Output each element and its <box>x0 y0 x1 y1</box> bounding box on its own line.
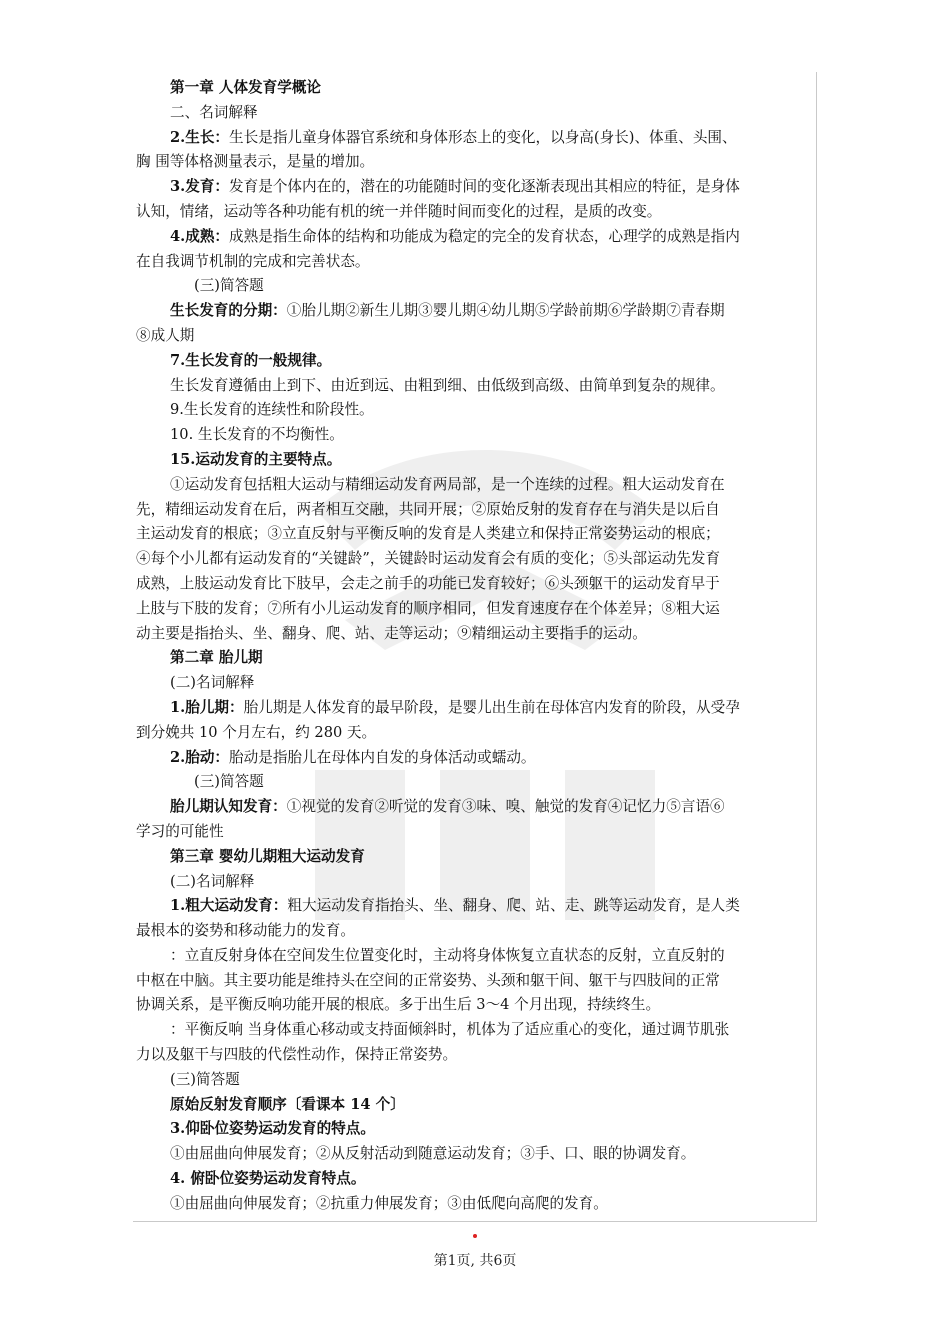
text-line <box>136 820 818 845</box>
term-label: 4.成熟： <box>170 227 230 245</box>
line-text: 生长是指儿童身体器官系统和身体形态上的变化，以身高(身长)、体重、头围、 <box>229 128 737 146</box>
line-text: ①由屈曲向伸展发育；②抗重力伸展发育；③由低爬向高爬的发育。 <box>170 1194 608 1212</box>
text-line <box>136 448 818 473</box>
line-text: 学习的可能性 <box>136 822 224 840</box>
text-line <box>136 101 818 126</box>
text-line <box>136 349 818 374</box>
text-line <box>136 1018 818 1043</box>
line-text: 胎儿期是人体发育的最早阶段，是婴儿出生前在母体宫内发育的阶段，从受孕 <box>243 698 740 716</box>
line-text: 10. 生长发育的不均衡性。 <box>170 426 344 444</box>
text-line <box>136 522 818 547</box>
line-text: ①由屈曲向伸展发育；②从反射活动到随意运动发育；③手、口、眼的协调发育。 <box>170 1145 696 1163</box>
text-line <box>136 374 818 399</box>
text-line <box>136 671 818 696</box>
text-line <box>136 1142 818 1167</box>
line-text: 9.生长发育的连续性和阶段性。 <box>170 401 374 419</box>
line-text: 第一章 人体发育学概论 <box>170 79 322 96</box>
line-text: 3.仰卧位姿势运动发育的特点。 <box>170 1120 375 1138</box>
line-text: 胸 围等体格测量表示，是量的增加。 <box>136 153 375 171</box>
text-line <box>136 1043 818 1068</box>
page-marker-dot <box>473 1234 477 1238</box>
line-text: 15.运动发育的主要特点。 <box>170 450 342 468</box>
line-text: 先，精细运动发育在后，两者相互交融，共同开展；②原始反射的发育存在与消失是以后自 <box>136 500 720 518</box>
line-text: (三)简答题 <box>194 773 264 791</box>
line-text: 发育是个体内在的，潜在的功能随时间的变化逐渐表现出其相应的特征，是身体 <box>229 178 740 196</box>
text-line <box>136 597 818 622</box>
line-text: (三)简答题 <box>194 277 264 295</box>
term-label: 1.胎儿期： <box>170 698 244 716</box>
text-line <box>136 324 818 349</box>
text-line <box>136 250 818 275</box>
line-text: 7.生长发育的一般规律。 <box>170 351 332 369</box>
line-text: (二)名词解释 <box>170 674 255 692</box>
text-line <box>136 646 818 671</box>
text-line <box>136 721 818 746</box>
line-text: ⑧成人期 <box>136 326 195 344</box>
text-line <box>136 274 818 299</box>
line-text: 力以及躯干与四肢的代偿性动作，保持正常姿势。 <box>136 1046 458 1064</box>
term-label: 生长发育的分期： <box>170 302 287 320</box>
page-bottom-border <box>133 1221 817 1222</box>
line-text: 胎动是指胎儿在母体内自发的身体活动或蠕动。 <box>229 748 536 766</box>
term-label: 1.粗大运动发育： <box>170 897 288 915</box>
line-text: 4. 俯卧位姿势运动发育特点。 <box>170 1170 366 1188</box>
line-text: (二)名词解释 <box>170 872 255 890</box>
line-text: 原始反射发育顺序〔看课本 14 个〕 <box>170 1095 405 1113</box>
line-text: 在自我调节机制的完成和完善状态。 <box>136 252 370 270</box>
term-label: 胎儿期认知发育： <box>170 798 287 816</box>
document-body <box>136 76 818 1217</box>
text-line <box>136 498 818 523</box>
line-text: 中枢在中脑。其主要功能是维持头在空间的正常姿势、头颈和躯干间、躯干与四肢间的正常 <box>136 971 720 989</box>
text-line <box>136 150 818 175</box>
text-line <box>136 423 818 448</box>
line-text: ：立直反射身体在空间发生位置变化时，主动将身体恢复立直状态的反射，立直反射的 <box>170 946 725 964</box>
line-text: 到分娩共 10 个月左右，约 280 天。 <box>136 723 377 741</box>
text-line <box>136 76 818 101</box>
line-text: 第三章 婴幼儿期粗大运动发育 <box>170 847 365 865</box>
text-line <box>136 1192 818 1217</box>
line-text: 生长发育遵循由上到下、由近到远、由粗到细、由低级到高级、由简单到复杂的规律。 <box>170 376 725 394</box>
line-text: ①运动发育包括粗大运动与精细运动发育两局部，是一个连续的过程。粗大运动发育在 <box>170 475 725 493</box>
line-text: 主运动发育的根底；③立直反射与平衡反响的发育是人类建立和保持正常姿势运动的根底； <box>136 525 720 543</box>
line-text: 认知，情绪，运动等各种功能有机的统一并伴随时间而变化的过程，是质的改变。 <box>136 202 662 220</box>
term-label: 2.胎动： <box>170 748 230 766</box>
line-text: (三)简答题 <box>170 1070 240 1088</box>
text-line <box>136 795 818 820</box>
text-line <box>136 845 818 870</box>
line-text: ④每个小儿都有运动发育的“关键龄”，关键龄时运动发育会有质的变化；⑤头部运动先发育 <box>136 550 721 568</box>
line-text: 协调关系，是平衡反响功能开展的根底。多于出生后 3～4 个月出现，持续终生。 <box>136 996 661 1014</box>
term-label: 2.生长： <box>170 128 230 146</box>
text-line <box>136 299 818 324</box>
text-line <box>136 1167 818 1192</box>
term-label: 3.发育： <box>170 178 230 196</box>
line-text: 成熟，上肢运动发育比下肢早，会走之前手的功能已发育较好；⑥头颈躯干的运动发育早于 <box>136 574 720 592</box>
text-line <box>136 622 818 647</box>
line-text: ①视觉的发育②听觉的发育③味、嗅、触觉的发育④记忆力⑤言语⑥ <box>286 798 725 816</box>
text-line <box>136 894 818 919</box>
page-number: 第1页, 共6页 <box>433 1253 517 1269</box>
text-line <box>136 126 818 151</box>
text-line <box>136 969 818 994</box>
line-text: 动主要是指抬头、坐、翻身、爬、站、走等运动；⑨精细运动主要指手的运动。 <box>136 624 647 642</box>
text-line <box>136 919 818 944</box>
line-text: 最根本的姿势和移动能力的发育。 <box>136 922 355 940</box>
text-line <box>136 993 818 1018</box>
line-text: 第二章 胎儿期 <box>170 649 263 667</box>
text-line <box>136 547 818 572</box>
text-line <box>136 200 818 225</box>
text-line <box>136 944 818 969</box>
line-text: 粗大运动发育指抬头、坐、翻身、爬、站、走、跳等运动发育，是人类 <box>287 897 740 915</box>
line-text: ①胎儿期②新生儿期③婴儿期④幼儿期⑤学龄前期⑥学龄期⑦青春期 <box>286 302 725 320</box>
text-line <box>136 696 818 721</box>
text-line <box>136 473 818 498</box>
text-line <box>136 770 818 795</box>
text-line <box>136 175 818 200</box>
text-line <box>136 746 818 771</box>
line-text: 上肢与下肢的发育；⑦所有小儿运动发育的顺序相同，但发育速度存在个体差异；⑧粗大运 <box>136 599 720 617</box>
text-line <box>136 398 818 423</box>
text-line <box>136 1093 818 1118</box>
text-line <box>136 1117 818 1142</box>
text-line <box>136 870 818 895</box>
text-line <box>136 572 818 597</box>
line-text: 二、名词解释 <box>170 103 258 121</box>
text-line <box>136 225 818 250</box>
line-text: ：平衡反响 当身体重心移动或支持面倾斜时，机体为了适应重心的变化，通过调节肌张 <box>170 1021 730 1039</box>
line-text: 成熟是指生命体的结构和功能成为稳定的完全的发育状态，心理学的成熟是指内 <box>229 227 740 245</box>
text-line <box>136 1068 818 1093</box>
